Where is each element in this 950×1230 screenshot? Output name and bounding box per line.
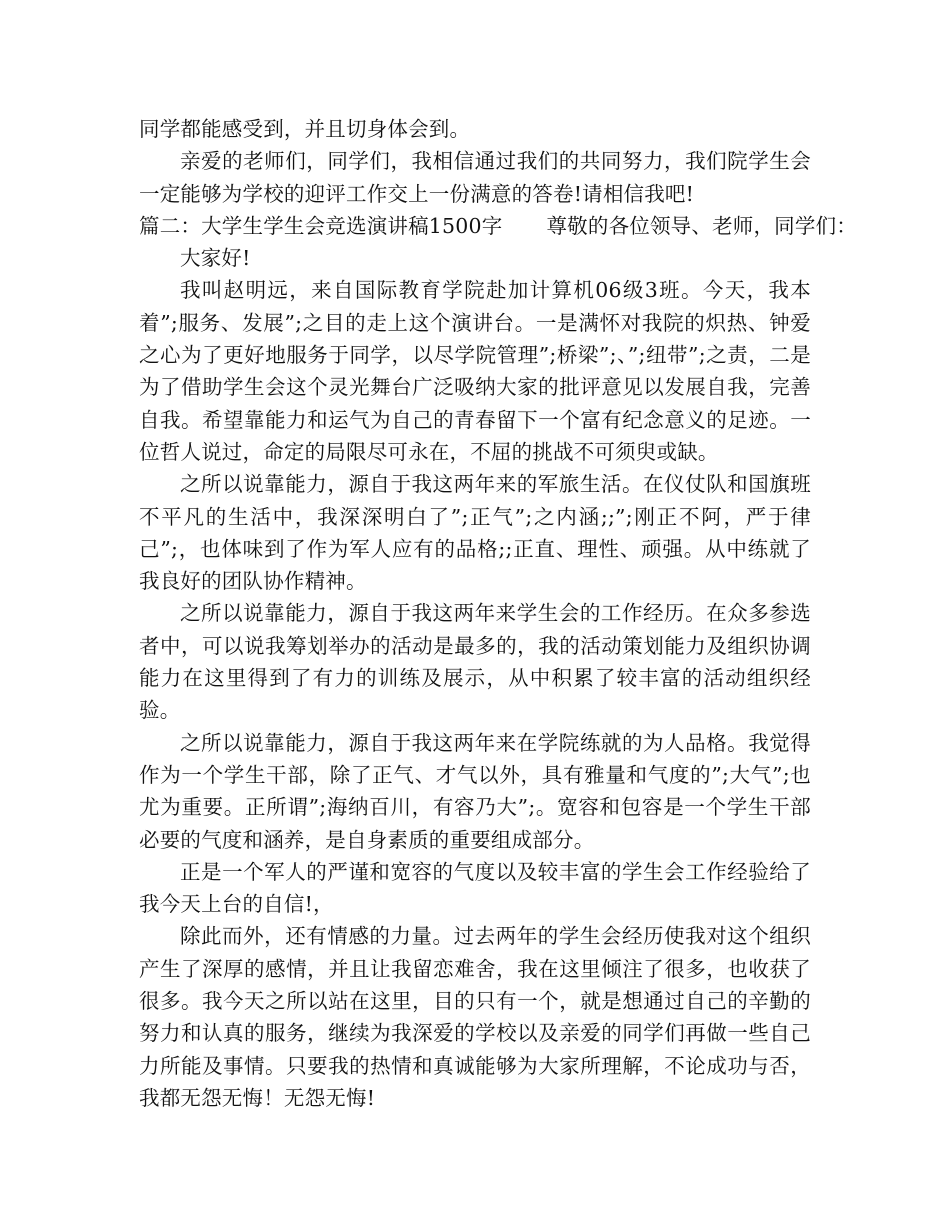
paragraph-continuation: 同学都能感受到，并且切身体会到。 [139,117,471,141]
paragraph-military-experience: 之所以说靠能力，源自于我这两年来的军旅生活。在仪仗队和国旗班不平凡的生活中，我深深明白了”;正气”;之内涵;;”;刚正不阿，严于律己”;，也体味到了作为军人应有的品格;;正直、理性、顽强。从中练就了我良好的团队协作精神。 [139,472,811,594]
section-heading [139,210,857,242]
section-title: 篇二：大学生学生会竞选演讲稿1500字 [139,213,503,238]
paragraph-emotion: 除此而外，还有情感的力量。过去两年的学生会经历使我对这个组织产生了深厚的感情，并且让我留恋难舍，我在这里倾注了很多，也收获了很多。我今天之所以站在这里，目的只有一个，就是想通过自己的辛勤的努力和认真的服务，继续为我深爱的学校以及亲爱的同学们再做一些自己力所能及事情。只要我的热情和真诚能够为大家所理解，不论成功与否，我都无怨无悔！无怨无悔! [139,924,811,1110]
paragraph-confidence: 正是一个军人的严谨和宽容的气度以及较丰富的学生会工作经验给了我今天上台的自信!， [139,859,811,917]
salutation: 尊敬的各位领导、老师，同学们： [546,213,857,238]
paragraph-closing-appeal: 亲爱的老师们，同学们，我相信通过我们的共同努力，我们院学生会一定能够为学校的迎评工作交上一份满意的答卷!请相信我吧! [139,149,811,206]
paragraph-union-experience: 之所以说靠能力，源自于我这两年来学生会的工作经历。在众多参选者中，可以说我筹划举办的活动是最多的，我的活动策划能力及组织协调能力在这里得到了有力的训练及展示，从中积累了较丰富的活动组织经验。 [139,601,811,723]
document-body [139,113,857,1114]
paragraph-greeting: 大家好! [180,246,251,271]
paragraph-character: 之所以说靠能力，源自于我这两年来在学院练就的为人品格。我觉得作为一个学生干部，除了正气、才气以外，具有雅量和气度的”;大气”;也尤为重要。正所谓”;海纳百川，有容乃大”;。宽容和包容是一个学生干部必要的气度和涵养，是自身素质的重要组成部分。 [139,730,811,852]
paragraph-introduction: 我叫赵明远，来自国际教育学院赴加计算机06级3班。今天，我本着”;服务、发展”;之目的走上这个演讲台。一是满怀对我院的炽热、钟爱之心为了更好地服务于同学，以尽学院管理”;桥梁”;、”;纽带”;之责，二是为了借助学生会这个灵光舞台广泛吸纳大家的批评意见以发展自我，完善自我。希望靠能力和运气为自己的青春留下一个富有纪念意义的足迹。一位哲人说过，命定的局限尽可永在，不屈的挑战不可须臾或缺。 [139,278,811,464]
